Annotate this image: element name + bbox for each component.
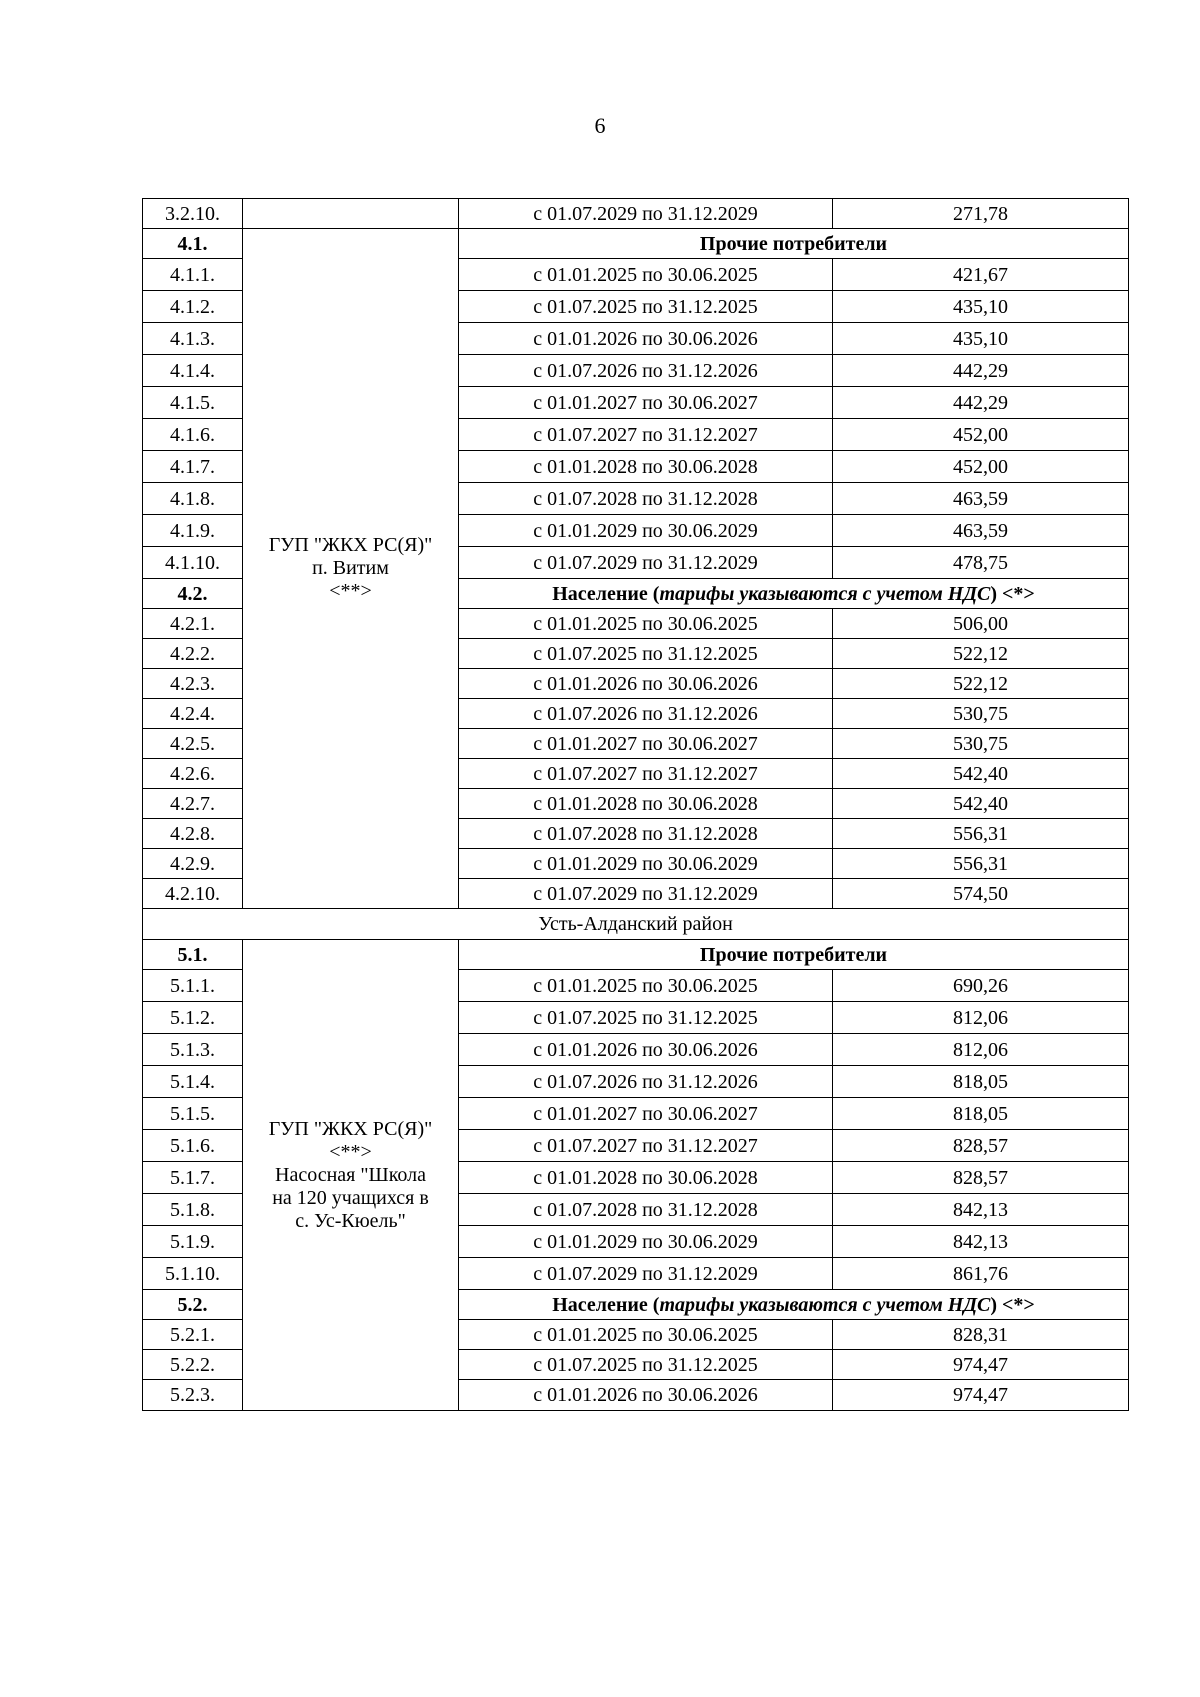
row-number: 4.1.8.	[143, 483, 243, 515]
category-header	[459, 579, 1129, 609]
tariff-value: 828,31	[833, 1320, 1129, 1350]
row-number: 4.1.4.	[143, 355, 243, 387]
category-header	[459, 1290, 1129, 1320]
org-cell-empty	[243, 199, 459, 229]
page-number: 6	[594, 113, 606, 138]
period-cell: с 01.01.2027 по 30.06.2027	[459, 387, 833, 419]
tariff-value: 530,75	[833, 729, 1129, 759]
tariff-value: 463,59	[833, 483, 1129, 515]
row-number: 4.1.5.	[143, 387, 243, 419]
row-number: 5.1.2.	[143, 1002, 243, 1034]
period-cell: с 01.07.2028 по 31.12.2028	[459, 483, 833, 515]
row-number: 5.1.8.	[143, 1194, 243, 1226]
tariff-value: 842,13	[833, 1194, 1129, 1226]
period-cell: с 01.07.2025 по 31.12.2025	[459, 1350, 833, 1380]
period-cell: с 01.07.2025 по 31.12.2025	[459, 1002, 833, 1034]
row-number: 5.1.5.	[143, 1098, 243, 1130]
category-header	[459, 940, 1129, 970]
tariff-value: 812,06	[833, 1002, 1129, 1034]
table-row	[143, 940, 1129, 970]
tariff-value: 435,10	[833, 323, 1129, 355]
row-number: 4.1.	[143, 229, 243, 259]
tariff-value: 463,59	[833, 515, 1129, 547]
tariff-value: 522,12	[833, 669, 1129, 699]
period-cell: с 01.01.2025 по 30.06.2025	[459, 1320, 833, 1350]
row-number: 4.1.9.	[143, 515, 243, 547]
tariff-value: 478,75	[833, 547, 1129, 579]
row-number: 5.1.10.	[143, 1258, 243, 1290]
period-cell: с 01.01.2028 по 30.06.2028	[459, 1162, 833, 1194]
region-heading: Усть-Алданский район	[143, 909, 1129, 940]
row-number: 5.1.1.	[143, 970, 243, 1002]
organization-cell	[243, 940, 459, 1411]
organization-line: ГУП "ЖКХ РС(Я)"	[268, 534, 433, 556]
period-cell: с 01.01.2029 по 30.06.2029	[459, 849, 833, 879]
period-cell: с 01.07.2029 по 31.12.2029	[459, 879, 833, 909]
period-cell: с 01.07.2026 по 31.12.2026	[459, 1066, 833, 1098]
period-cell: с 01.07.2027 по 31.12.2027	[459, 419, 833, 451]
period-cell: с 01.01.2027 по 30.06.2027	[459, 1098, 833, 1130]
tariff-value: 435,10	[833, 291, 1129, 323]
tariff-value: 818,05	[833, 1066, 1129, 1098]
tariff-value: 842,13	[833, 1226, 1129, 1258]
period-cell: с 01.01.2026 по 30.06.2026	[459, 1034, 833, 1066]
period-cell: с 01.07.2027 по 31.12.2027	[459, 1130, 833, 1162]
organization-line: <**>	[329, 1140, 372, 1163]
tariff-value: 574,50	[833, 879, 1129, 909]
row-number: 3.2.10.	[143, 199, 243, 229]
row-number: 4.2.3.	[143, 669, 243, 699]
row-number: 5.1.6.	[143, 1130, 243, 1162]
table-row	[143, 909, 1129, 940]
period-cell: с 01.07.2026 по 31.12.2026	[459, 355, 833, 387]
period-cell: с 01.01.2025 по 30.06.2025	[459, 259, 833, 291]
table-row	[143, 199, 1129, 229]
row-number: 5.1.7.	[143, 1162, 243, 1194]
row-number: 4.2.8.	[143, 819, 243, 849]
organization-line: <**>	[329, 580, 372, 602]
period-cell: с 01.01.2025 по 30.06.2025	[459, 609, 833, 639]
period-cell: с 01.01.2026 по 30.06.2026	[459, 669, 833, 699]
organization-line: ГУП "ЖКХ РС(Я)"	[268, 1117, 433, 1140]
table-row	[143, 229, 1129, 259]
tariff-value: 818,05	[833, 1098, 1129, 1130]
organization-cell	[243, 229, 459, 909]
organization-line: с. Ус-Кюель"	[295, 1209, 406, 1232]
tariff-value: 442,29	[833, 387, 1129, 419]
organization-line: на 120 учащихся в	[272, 1186, 429, 1209]
period-cell: с 01.01.2029 по 30.06.2029	[459, 1226, 833, 1258]
tariff-value: 542,40	[833, 789, 1129, 819]
tariff-value: 506,00	[833, 609, 1129, 639]
row-number: 5.2.1.	[143, 1320, 243, 1350]
row-number: 5.2.3.	[143, 1380, 243, 1411]
row-number: 4.1.6.	[143, 419, 243, 451]
period-cell: с 01.07.2025 по 31.12.2025	[459, 291, 833, 323]
tariff-value: 452,00	[833, 451, 1129, 483]
row-number: 4.2.7.	[143, 789, 243, 819]
row-number: 5.2.2.	[143, 1350, 243, 1380]
tariff-value: 542,40	[833, 759, 1129, 789]
category-title: Население (	[552, 1293, 660, 1316]
tariff-table	[142, 198, 1129, 1411]
row-number: 4.2.1.	[143, 609, 243, 639]
period-cell: с 01.01.2026 по 30.06.2026	[459, 1380, 833, 1411]
tariff-value: 556,31	[833, 849, 1129, 879]
category-header	[459, 229, 1129, 259]
row-number: 5.1.3.	[143, 1034, 243, 1066]
tariff-value: 442,29	[833, 355, 1129, 387]
tariff-value: 812,06	[833, 1034, 1129, 1066]
tariff-value: 974,47	[833, 1350, 1129, 1380]
tariff-value: 271,78	[833, 199, 1129, 229]
tariff-value: 421,67	[833, 259, 1129, 291]
tariff-value: 828,57	[833, 1130, 1129, 1162]
category-title: Прочие потребители	[699, 943, 888, 966]
period-cell: с 01.07.2028 по 31.12.2028	[459, 1194, 833, 1226]
row-number: 4.1.2.	[143, 291, 243, 323]
row-number: 5.1.9.	[143, 1226, 243, 1258]
period-cell: с 01.07.2028 по 31.12.2028	[459, 819, 833, 849]
period-cell: с 01.01.2026 по 30.06.2026	[459, 323, 833, 355]
category-note: тарифы указываются с учетом НДС	[659, 1293, 991, 1316]
category-title: Население (	[552, 582, 660, 605]
row-number: 4.2.	[143, 579, 243, 609]
category-footnote: ) <*>	[990, 1293, 1035, 1316]
period-cell: с 01.07.2025 по 31.12.2025	[459, 639, 833, 669]
tariff-value: 861,76	[833, 1258, 1129, 1290]
category-note: тарифы указываются с учетом НДС	[659, 582, 991, 605]
row-number: 4.2.6.	[143, 759, 243, 789]
category-title: Прочие потребители	[699, 232, 888, 255]
row-number: 4.1.10.	[143, 547, 243, 579]
row-number: 4.2.2.	[143, 639, 243, 669]
row-number: 4.1.3.	[143, 323, 243, 355]
period-cell: с 01.01.2028 по 30.06.2028	[459, 451, 833, 483]
tariff-value: 452,00	[833, 419, 1129, 451]
row-number: 5.1.	[143, 940, 243, 970]
period-cell: с 01.07.2027 по 31.12.2027	[459, 759, 833, 789]
period-cell: с 01.01.2029 по 30.06.2029	[459, 515, 833, 547]
row-number: 4.1.1.	[143, 259, 243, 291]
row-number: 4.2.4.	[143, 699, 243, 729]
row-number: 5.1.4.	[143, 1066, 243, 1098]
tariff-value: 974,47	[833, 1380, 1129, 1411]
organization-line: Насосная "Школа	[275, 1163, 426, 1186]
period-cell: с 01.01.2028 по 30.06.2028	[459, 789, 833, 819]
tariff-value: 522,12	[833, 639, 1129, 669]
row-number: 5.2.	[143, 1290, 243, 1320]
row-number: 4.1.7.	[143, 451, 243, 483]
row-number: 4.2.10.	[143, 879, 243, 909]
period-cell: с 01.07.2029 по 31.12.2029	[459, 199, 833, 229]
category-footnote: ) <*>	[990, 582, 1035, 605]
tariff-value: 828,57	[833, 1162, 1129, 1194]
row-number: 4.2.5.	[143, 729, 243, 759]
period-cell: с 01.07.2029 по 31.12.2029	[459, 1258, 833, 1290]
period-cell: с 01.07.2026 по 31.12.2026	[459, 699, 833, 729]
period-cell: с 01.07.2029 по 31.12.2029	[459, 547, 833, 579]
row-number: 4.2.9.	[143, 849, 243, 879]
period-cell: с 01.01.2027 по 30.06.2027	[459, 729, 833, 759]
organization-line: п. Витим	[312, 557, 389, 579]
period-cell: с 01.01.2025 по 30.06.2025	[459, 970, 833, 1002]
tariff-value: 690,26	[833, 970, 1129, 1002]
tariff-value: 530,75	[833, 699, 1129, 729]
tariff-value: 556,31	[833, 819, 1129, 849]
